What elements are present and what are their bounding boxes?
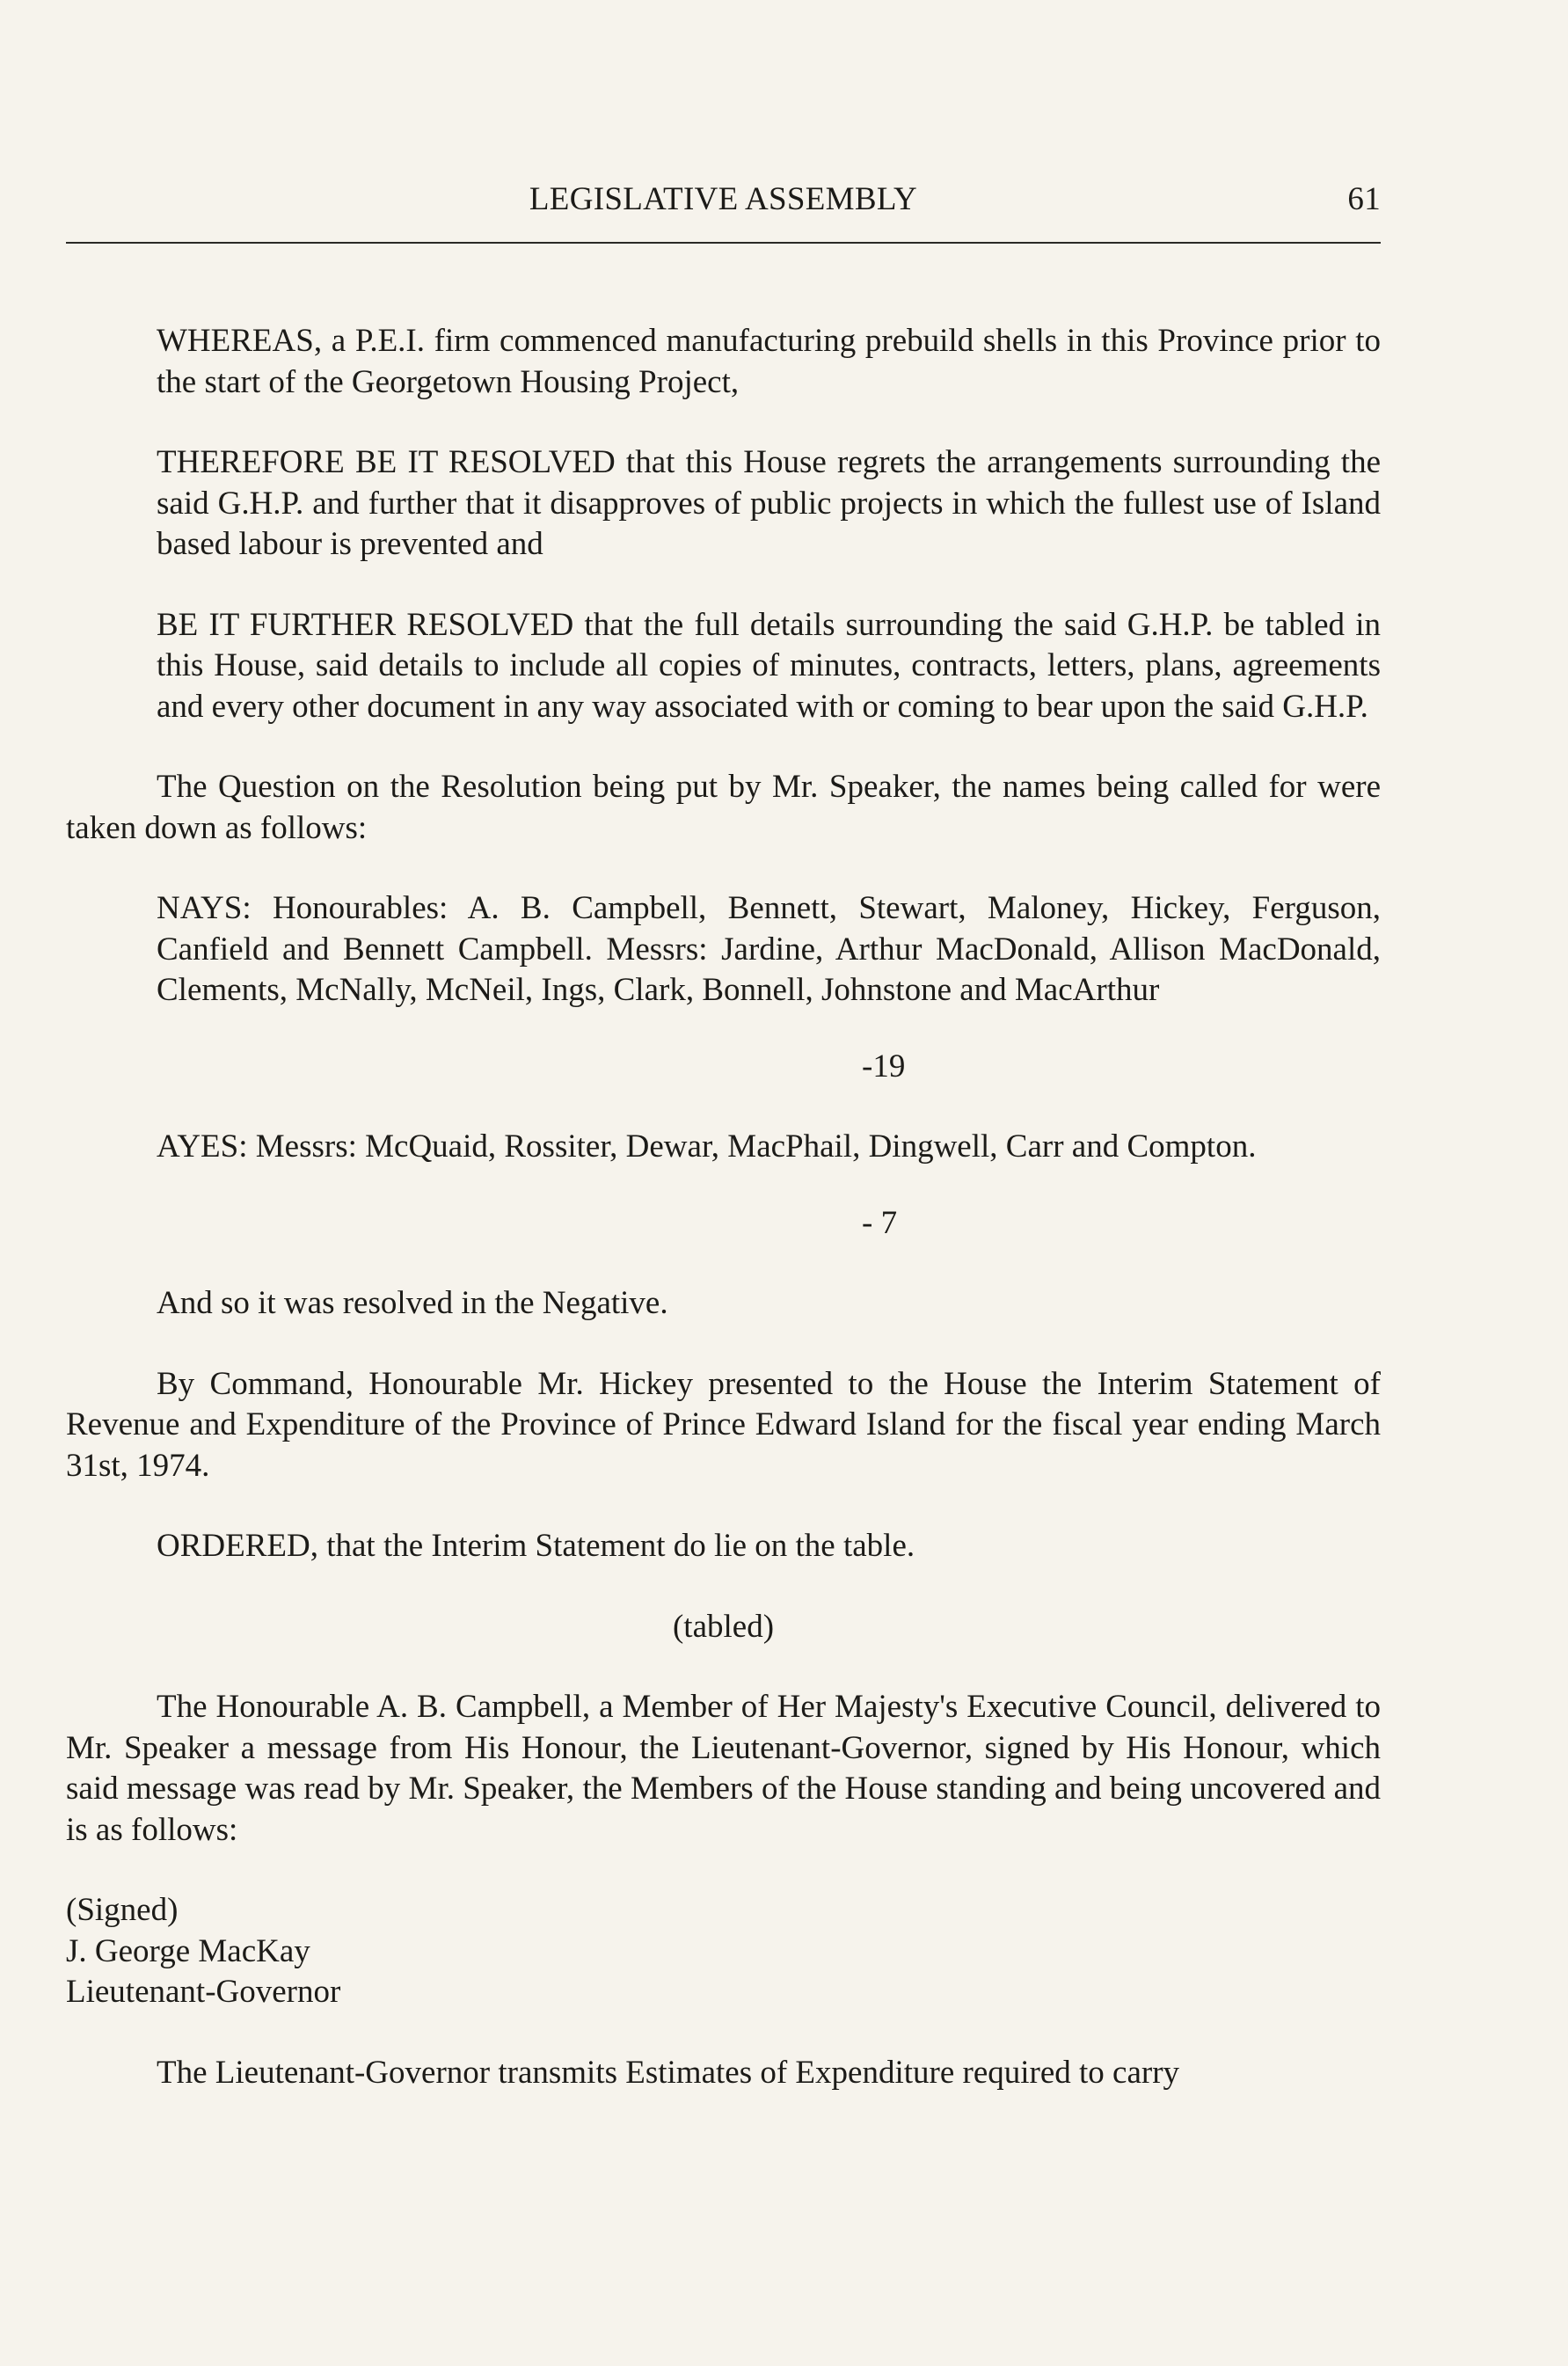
header-rule: [66, 242, 1381, 244]
document-body: [66, 321, 1381, 2093]
question-paragraph: The Question on the Resolution being put by Mr. Speaker, the names being called for were taken down as follows:: [66, 769, 1381, 846]
therefore-paragraph: THEREFORE BE IT RESOLVED that this House regrets the arrangements surrounding the said G.H.P. and further that it disapproves of public projects in which the fullest use of Island based labour is prevented and: [157, 444, 1381, 562]
transmits-paragraph: The Lieutenant-Governor transmits Estimates of Expenditure required to carry: [157, 2054, 1180, 2091]
ordered-paragraph: ORDERED, that the Interim Statement do lie on the table.: [157, 1528, 915, 1564]
nays-count: -19: [862, 1048, 906, 1084]
nays-paragraph: NAYS: Honourables: A. B. Campbell, Bennett, Stewart, Maloney, Hickey, Ferguson, Canfield and Bennett Campbell. Messrs: Jardine, Arthur MacDonald, Allison MacDonald, Clements, McNally, McNeil, Ings, Clark, Bonnell, Johnstone and MacArthur: [157, 890, 1381, 1008]
page-header: [66, 180, 1381, 226]
message-paragraph: The Honourable A. B. Campbell, a Member of Her Majesty's Executive Council, delivered to Mr. Speaker a message from His Honour, the Lieutenant-Governor, signed by His Honour, which said message was read by Mr. Speaker, the Members of the House standing and being uncovered and is as follows:: [66, 1689, 1381, 1848]
ayes-paragraph: AYES: Messrs: McQuaid, Rossiter, Dewar, MacPhail, Dingwell, Carr and Compton.: [157, 1128, 1257, 1165]
page-number: 61: [1347, 181, 1381, 217]
tabled-note: (tabled): [672, 1608, 775, 1645]
page-title: LEGISLATIVE ASSEMBLY: [529, 181, 918, 217]
signed-label: (Signed): [66, 1892, 179, 1928]
further-resolved-paragraph: BE IT FURTHER RESOLVED that the full details surrounding the said G.H.P. be tabled in this House, said details to include all copies of minutes, contracts, letters, plans, agreements and every other document in any way associated with or coming to bear upon the said G.H.P.: [157, 606, 1381, 725]
resolved-paragraph: And so it was resolved in the Negative.: [157, 1285, 668, 1321]
signatory-title: Lieutenant-Governor: [66, 1974, 341, 2010]
command-paragraph: By Command, Honourable Mr. Hickey presented to the House the Interim Statement of Revenue and Expenditure of the Province of Prince Edward Island for the fiscal year ending March 31st, 1974.: [66, 1365, 1381, 1484]
ayes-count: - 7: [862, 1204, 898, 1241]
signatory-name: J. George MacKay: [66, 1932, 310, 1969]
signature-block: [66, 1890, 1381, 2013]
whereas-paragraph: WHEREAS, a P.E.I. firm commenced manufacturing prebuild shells in this Province prior to the start of the Georgetown Housing Project,: [157, 323, 1381, 400]
